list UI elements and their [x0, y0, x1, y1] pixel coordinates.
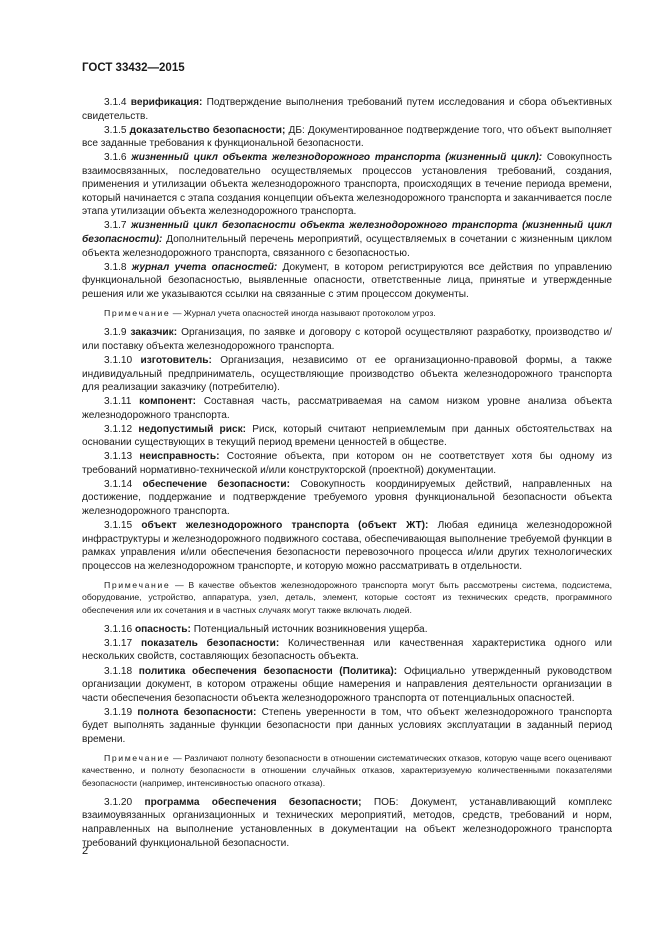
defined-term: жизненный цикл безопасности объекта железнодорожного транспорта (жизненный цикл безопасности): [82, 220, 612, 245]
defined-term: жизненный цикл объекта железнодорожного транспорта (жизненный цикл): [131, 152, 543, 164]
defined-term: опасность: [134, 623, 191, 635]
definition-text: Организация, независимо от ее организационно-правовой формы, а также индивидуальный предприниматель, осуществляющие производство объекта железнодорожного транспорта для реализации заказчику (потребителю). [82, 355, 612, 394]
clause-number: 3.1.8 [104, 261, 127, 273]
clause-number: 3.1.10 [104, 355, 133, 366]
clause-number: 3.1.18 [104, 665, 133, 677]
clause-number: 3.1.16 [104, 623, 133, 635]
defined-term: журнал учета опасностей: [131, 261, 278, 273]
clause-number: 3.1.17 [104, 637, 133, 649]
definition-text: Совокупность взаимосвязанных, последовательно осуществляемых процессов установления требований, создания, применения и утилизации объекта железнодорожного транспорта, происходящих в течение периода времени, который начинается с этапа создания концепции объекта железнодорожного транспорта и заканчивается после этапа утилизации объекта железнодорожного транспорта. [82, 152, 612, 218]
clause-number: 3.1.11 [104, 396, 132, 408]
note-label: Примечание [104, 753, 171, 764]
definition-paragraph [82, 261, 612, 302]
note-label: Примечание [104, 308, 171, 319]
definition-text: Степень уверенности в том, что объект железнодорожного транспорта будет выполнять заданные функции безопасности при данных условиях эксплуатации в заданный период времени. [82, 706, 612, 745]
definition-text: Риск, который считают неприемлемым при данных обстоятельствах на основании существующих в текущий период времени ценностей в обществе. [82, 423, 612, 449]
definition-text: ДБ: Документированное подтверждение того, что объект выполняет все заданные требования к функциональной безопасности. [82, 124, 612, 150]
definition-text: Подтверждение выполнения требований путем исследования и сбора объективных свидетельств. [82, 97, 612, 122]
definition-paragraph [82, 796, 612, 850]
defined-term: компонент: [139, 396, 197, 408]
defined-term: показатель безопасности: [140, 637, 280, 649]
note-paragraph [82, 579, 612, 616]
defined-term: недопустимый риск: [138, 423, 247, 435]
definition-text: Дополнительный перечень мероприятий, осуществляемых в сочетании с жизненным циклом объекта железнодорожного транспорта, связанного с безопасностью. [82, 233, 612, 259]
definition-paragraph [82, 665, 612, 706]
note-text: — Журнал учета опасностей иногда называют протоколом угроз. [170, 308, 436, 319]
defined-term: верификация: [130, 97, 203, 108]
definition-paragraph [82, 395, 612, 422]
definition-paragraph [82, 96, 612, 123]
clause-number: 3.1.15 [104, 520, 133, 532]
document-body [82, 96, 612, 851]
note-text: — Различают полноту безопасности в отношении систематических отказов, которую чаще всего оценивают качественно, и полноту безопасности в отношении случайных отказов, характеризуемую количественными показателями безопасности (например, интенсивностью опасного отказа). [82, 753, 612, 788]
definition-paragraph [82, 326, 612, 353]
document-header: ГОСТ 33432—2015 [82, 62, 185, 74]
definition-paragraph [82, 219, 612, 260]
definition-text: Любая единица железнодорожной инфраструктуры и железнодорожного подвижного состава, обеспечивающая выполнение требуемой функции в рамках управления и/или обеспечения безопасности перевозочного процесса и/или других технологических процессов на железнодорожном транспорте, и которую можно рассматривать в отдельности. [82, 520, 612, 572]
clause-number: 3.1.5 [104, 124, 127, 136]
definition-paragraph [82, 519, 612, 573]
definition-text: Организация, по заявке и договору с которой осуществляют разработку, производство и/или поставку объекта железнодорожного транспорта. [82, 327, 612, 352]
definition-paragraph [82, 151, 612, 219]
defined-term: неисправность: [139, 451, 220, 463]
clause-number: 3.1.14 [104, 478, 133, 490]
definition-paragraph [82, 478, 612, 519]
definition-text: Официально утвержденный руководством организации документ, в котором отражены общие намерения и направления деятельности организации в части обеспечения безопасности объекта железнодорожного транспорта от потенциальных опасностей. [82, 665, 612, 704]
defined-term: изготовитель: [140, 355, 212, 366]
clause-number: 3.1.13 [104, 451, 133, 463]
note-text: — В качестве объектов железнодорожного транспорта могут быть рассмотрены система, подсистема, оборудование, устройство, аппаратура, узел, деталь, элемент, которые состоят из технических средств, программного обеспечения или их сочетания и в частных случаях могут также включать людей. [82, 580, 612, 615]
definition-paragraph [82, 354, 612, 395]
clause-number: 3.1.6 [104, 152, 127, 164]
definition-text: ПОБ: Документ, устанавливающий комплекс взаимоувязанных организационных и технических мероприятий, методов, средств, требований и норм, направленных на выполнение установленных в документации на объект железнодорожного транспорта требований функциональной безопасности. [82, 796, 612, 849]
clause-number: 3.1.12 [104, 423, 133, 435]
defined-term: объект железнодорожного транспорта (объект ЖТ): [141, 520, 429, 532]
definition-text: Совокупность координируемых действий, направленных на достижение, поддержание и подтверждение требуемого уровня функциональной безопасности объекта железнодорожного транспорта. [82, 478, 612, 518]
definition-paragraph [82, 637, 612, 664]
clause-number: 3.1.9 [104, 327, 127, 339]
defined-term: обеспечение безопасности: [142, 478, 290, 490]
clause-number: 3.1.20 [104, 796, 133, 808]
note-label: Примечание [104, 580, 171, 591]
clause-number: 3.1.4 [104, 97, 127, 108]
definition-paragraph [82, 423, 612, 450]
definition-text: Составная часть, рассматриваемая на самом низком уровне анализа объекта железнодорожного транспорта. [82, 396, 612, 421]
definition-paragraph [82, 706, 612, 747]
defined-term: политика обеспечения безопасности (Политика): [138, 665, 398, 677]
definition-paragraph [82, 124, 612, 151]
defined-term: полнота безопасности: [137, 706, 257, 718]
note-paragraph [82, 307, 612, 319]
definition-text: Состояние объекта, при котором он не соответствует хотя бы одному из требований нормативно-технической и/или конструкторской (проектной) документации. [82, 451, 612, 476]
page-number: 2 [82, 845, 89, 857]
definition-paragraph [82, 623, 612, 637]
definition-paragraph [82, 450, 612, 477]
clause-number: 3.1.7 [104, 220, 127, 232]
definition-text: Количественная или качественная характеристика одного или нескольких свойств, составляющих безопасность объекта. [82, 637, 612, 663]
definition-text: Документ, в котором регистрируются все действия по управлению функциональной безопасностью, выявленные опасности, ответственные лица, принятые и утвержденные решения или же указываются ссылки на связанные с этим процессом документы. [82, 261, 612, 300]
defined-term: доказательство безопасности; [129, 124, 286, 136]
note-paragraph [82, 752, 612, 789]
defined-term: программа обеспечения безопасности; [144, 796, 362, 808]
definition-text: Потенциальный источник возникновения ущерба. [193, 623, 428, 635]
defined-term: заказчик: [130, 327, 178, 339]
clause-number: 3.1.19 [104, 706, 133, 718]
